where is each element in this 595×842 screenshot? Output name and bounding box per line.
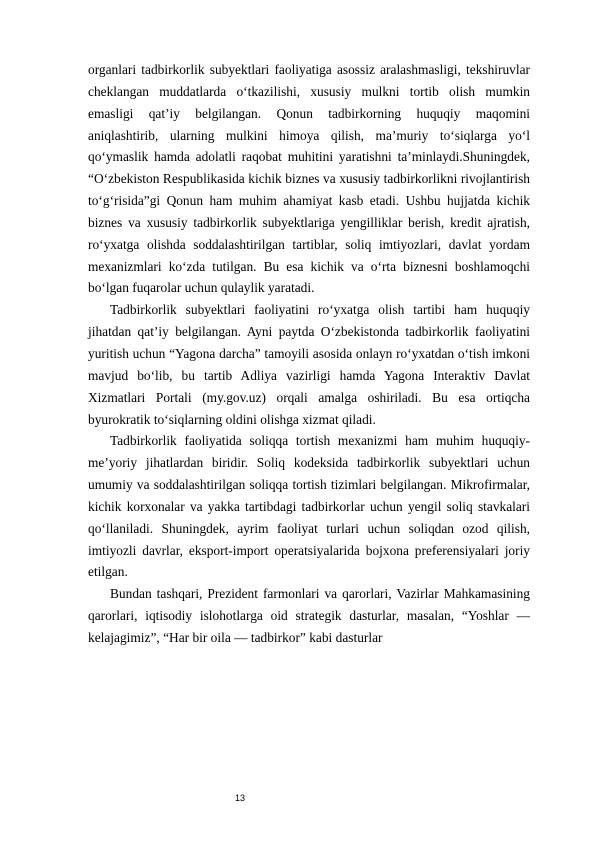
page-number: 13 (234, 793, 245, 803)
paragraph-continuation: organlari tadbirkorlik subyektlari faoliyatiga asossiz aralashmasligi, tekshiruvlar cheklangan muddatlarda o‘tkazilishi, xususiy mulkni tortib olish mumkin emasligi qat’iy belgilangan. Qonun tadbirkorning huquqiy maqomini aniqlashtirib, ularning mulkini himoya qilish, ma’muriy to‘siqlarga yo‘l qo‘ymaslik hamda adolatli raqobat muhitini yaratishni ta’minlaydi.Shuningdek, “O‘zbekiston Respublikasida kichik biznes va xususiy tadbirkorlikni rivojlantirish to‘g‘risida”gi Qonun ham muhim ahamiyat kasb etadi. Ushbu hujjatda kichik biznes va xususiy tadbirkorlik subyektlariga yengilliklar berish, kredit ajratish, ro‘yxatga olishda soddalashtirilgan tartiblar, soliq imtiyozlari, davlat yordam mexanizmlari ko‘zda tutilgan. Bu esa kichik va o‘rta biznesni boshlamoqchi bo‘lgan fuqarolar uchun qulaylik yaratadi. (88, 62, 530, 296)
paragraph-decrees: Bundan tashqari, Prezident farmonlari va qarorlari, Vazirlar Mahkamasining qarorlari, iqtisodiy islohotlarga oid strategik dasturlar, masalan, “Yoshlar — kelajagimiz”, “Har bir oila — tadbirkor” kabi dasturlar (88, 586, 530, 645)
paragraph-registration: Tadbirkorlik subyektlari faoliyatini ro‘yxatga olish tartibi ham huquqiy jihatdan qat’iy belgilangan. Ayni paytda O‘zbekistonda tadbirkorlik faoliyatini yuritish uchun “Yagona darcha” tamoyili asosida onlayn ro‘yxatdan o‘tish imkoni mavjud bo‘lib, bu tartib Adliya vazirligi hamda Yagona Interaktiv Davlat Xizmatlari Portali (my.gov.uz) orqali amalga oshiriladi. Bu esa ortiqcha byurokratik to‘siqlarning oldini olishga xizmat qiladi. (88, 302, 530, 427)
paragraph-taxation: Tadbirkorlik faoliyatida soliqqa tortish mexanizmi ham muhim huquqiy-me’yoriy jihatlardan biridir. Soliq kodeksida tadbirkorlik subyektlari uchun umumiy va soddalashtirilgan soliqqa tortish tizimlari belgilangan. Mikrofirmalar, kichik korxonalar va yakka tartibdagi tadbirkorlar uchun yengil soliq stavkalari qo‘llaniladi. Shuningdek, ayrim faoliyat turlari uchun soliqdan ozod qilish, imtiyozli davrlar, eksport-import operatsiyalarida bojxona preferensiyalari joriy etilgan. (88, 433, 530, 580)
document-body-text (88, 59, 530, 649)
